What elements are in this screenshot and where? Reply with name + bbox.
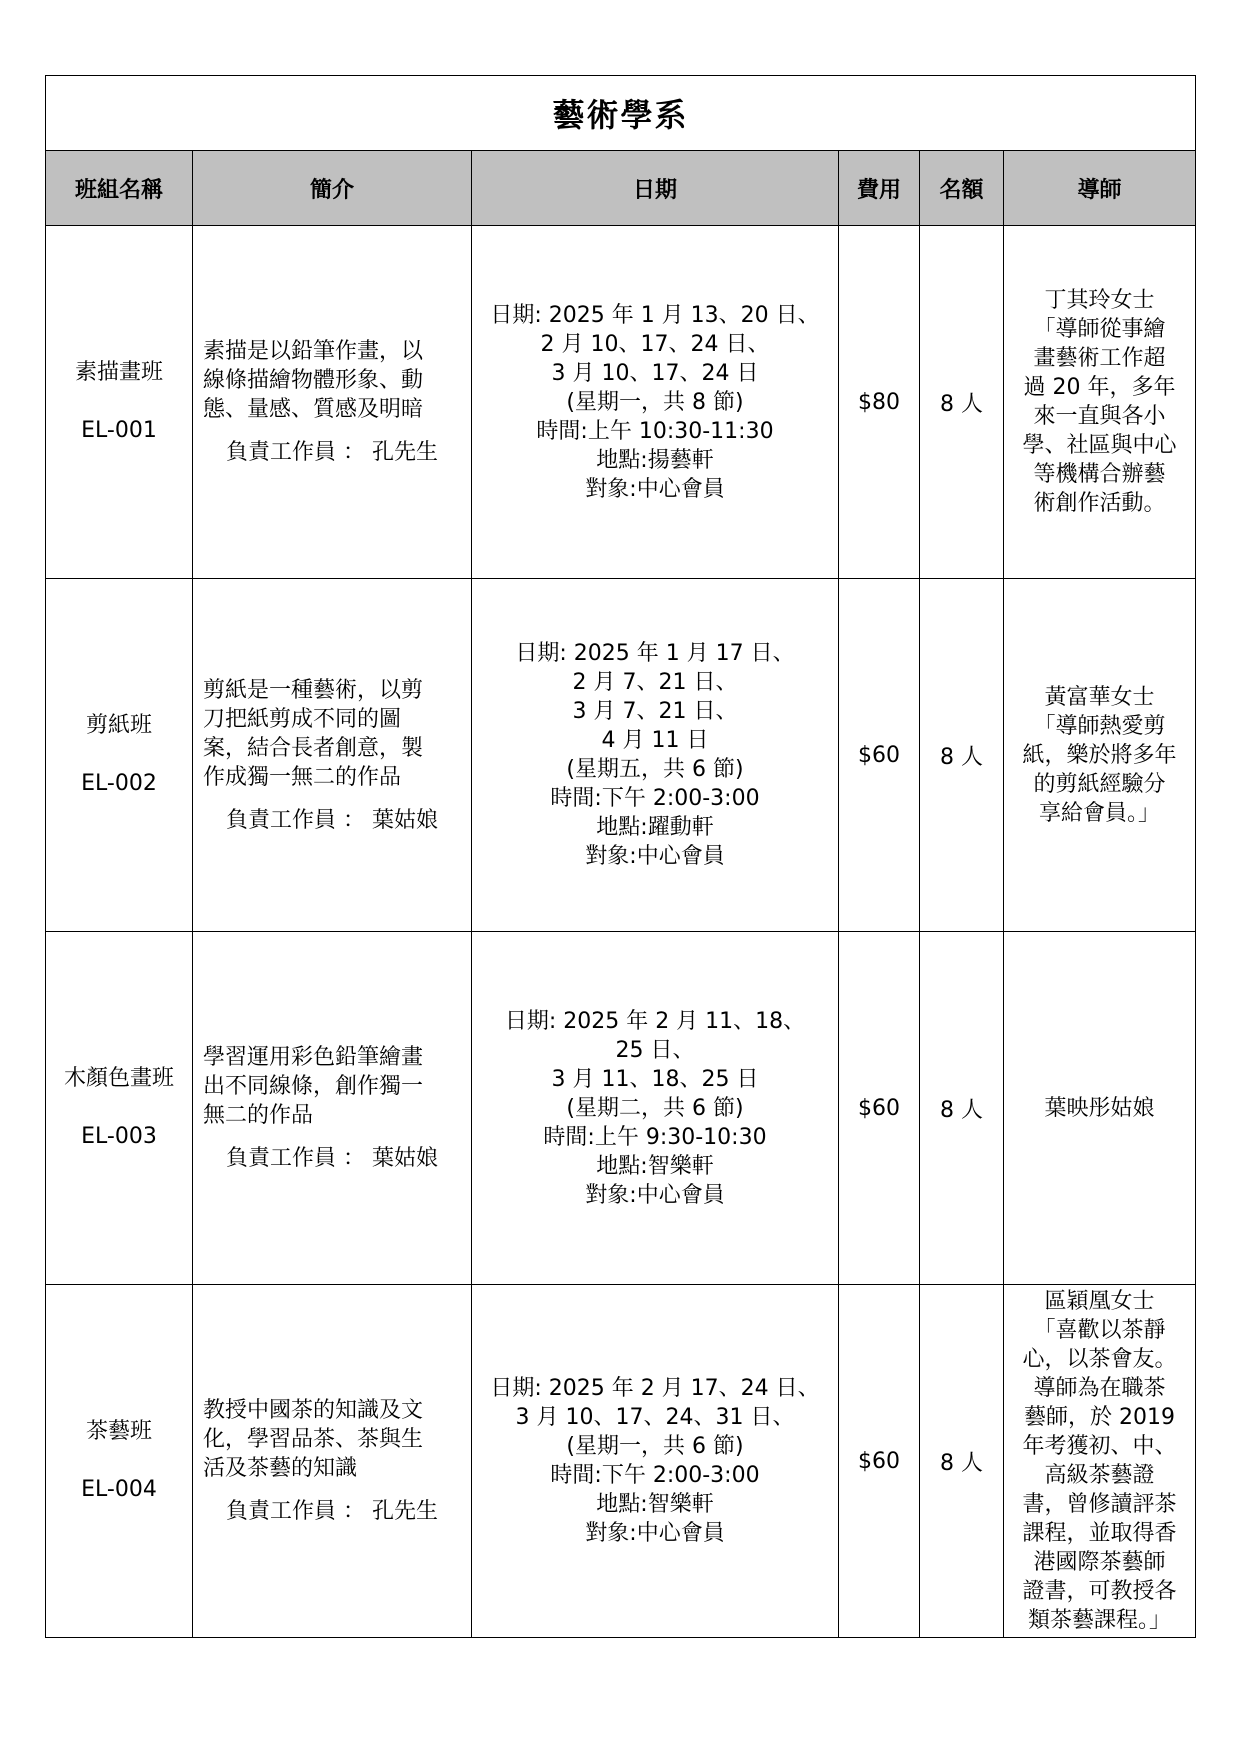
date-line: 對象:中心會員 [585,1182,725,1208]
tutor-line: 高級茶藝證 [1044,1463,1155,1488]
intro-line: 素描是以鉛筆作畫，以 [203,339,424,364]
intro-line: 學習運用彩色鉛筆繪畫 [203,1045,424,1070]
class-name-cell [46,1285,193,1638]
tutor-cell [1004,579,1196,932]
header-intro: 簡介 [193,151,472,226]
date-line: 3 月 10、17、24、31 日、 [515,1405,795,1430]
tutor-line: 術創作活動。 [1033,491,1166,516]
header-tutor: 導師 [1004,151,1196,226]
date-line: 2 月 7、21 日、 [572,670,738,695]
header-quota: 名額 [920,151,1004,226]
quota-cell: 8 人 [920,579,1004,932]
intro-cell [193,579,472,932]
class-name: 木顏色畫班 [63,1066,174,1091]
date-line: 時間:下午 2:00-3:00 [550,1463,760,1488]
date-line: 地點:智樂軒 [596,1492,714,1517]
table-title: 藝術學系 [46,76,1196,151]
date-line: (星期五，共 6 節) [566,757,744,782]
tutor-line: 丁其玲女士 [1044,288,1155,313]
intro-line: 案，結合長者創意，製 [203,735,424,761]
header-date: 日期 [472,151,839,226]
tutor-line: 過 20 年，多年 [1023,375,1176,400]
course-rows [46,226,1196,1638]
tutor-line: 來一直與各小 [1033,404,1166,429]
tutor-line: 黃富華女士 [1044,684,1155,710]
date-line: 對象:中心會員 [585,476,725,502]
class-name: 剪紙班 [85,713,152,738]
class-code: EL-004 [81,1477,157,1502]
intro-cell [193,1285,472,1638]
tutor-line: 藝師，於 2019 [1024,1405,1176,1430]
staff-in-charge: 負責工作員 ： 孔先生 [226,1499,438,1524]
date-cell [472,226,839,579]
date-line: 對象:中心會員 [585,844,725,869]
date-line: 時間:上午 10:30-11:30 [536,418,774,444]
quota-cell: 8 人 [920,226,1004,579]
class-name-cell [46,226,193,579]
tutor-line: 證書，可教授各 [1022,1579,1177,1604]
date-line: 地點:揚藝軒 [596,447,714,473]
intro-line: 出不同線條，創作獨一 [203,1074,424,1099]
table-row [46,579,1196,932]
tutor-line: 類茶藝課程。」 [1028,1608,1172,1633]
class-name-cell [46,932,193,1285]
date-cell [472,1285,839,1638]
header-class-name: 班組名稱 [46,151,193,226]
intro-line: 剪紙是一種藝術，以剪 [203,677,424,703]
table-row [46,932,1196,1285]
table-row [46,1285,1196,1638]
table-row [46,226,1196,579]
date-line: 2 月 10、17、24 日、 [540,331,770,357]
tutor-line: 港國際茶藝師 [1033,1550,1166,1575]
intro-line: 線條描繪物體形象、動 [203,368,424,393]
intro-line: 化，學習品茶、茶與生 [203,1427,424,1452]
header-fee: 費用 [839,151,920,226]
date-line: 時間:下午 2:00-3:00 [550,786,760,811]
fee-cell: $60 [839,579,920,932]
class-name-cell [46,579,193,932]
intro-line: 刀把紙剪成不同的圖 [203,706,402,732]
date-line: (星期一，共 8 節) [566,389,744,415]
date-line: 地點:躍動軒 [596,815,714,840]
date-line: 4 月 11 日 [601,728,709,753]
tutor-line: 心，以茶會友。 [1022,1347,1177,1372]
tutor-line: 畫藝術工作超 [1033,346,1166,371]
intro-line: 教授中國茶的知識及文 [203,1398,424,1423]
class-code: EL-001 [81,418,157,443]
fee-cell: $60 [839,1285,920,1638]
tutor-line: 紙，樂於將多年 [1022,742,1177,768]
date-line: 3 月 10、17、24 日 [551,360,759,386]
date-cell [472,579,839,932]
tutor-line: 學、社區與中心 [1022,433,1177,458]
header-row [46,151,1196,226]
date-line: 日期: 2025 年 2 月 17、24 日、 [490,1376,820,1401]
tutor-line: 葉映彤姑娘 [1044,1095,1155,1121]
quota-cell: 8 人 [920,1285,1004,1638]
tutor-line: 課程，並取得香 [1022,1521,1177,1546]
tutor-line: 書，曾修讀評茶 [1022,1492,1177,1517]
date-line: 日期: 2025 年 1 月 17 日、 [515,641,795,666]
date-line: 25 日、 [615,1037,695,1063]
class-name: 素描畫班 [74,360,163,385]
date-line: 3 月 7、21 日、 [572,699,738,724]
class-code: EL-002 [81,771,157,796]
intro-line: 態、量感、質感及明暗 [203,397,424,422]
tutor-line: 等機構合辦藝 [1033,462,1166,487]
class-code: EL-003 [81,1124,157,1149]
tutor-cell [1004,932,1196,1285]
fee-cell: $60 [839,932,920,1285]
quota-cell: 8 人 [920,932,1004,1285]
staff-in-charge: 負責工作員 ： 葉姑娘 [226,1146,438,1171]
tutor-cell [1004,226,1196,579]
intro-line: 作成獨一無二的作品 [203,764,402,790]
date-cell [472,932,839,1285]
date-line: (星期一，共 6 節) [566,1434,744,1459]
tutor-cell [1004,1285,1196,1638]
fee-cell: $80 [839,226,920,579]
tutor-line: 導師為在職茶 [1033,1376,1166,1401]
date-line: 3 月 11、18、25 日 [551,1066,759,1092]
date-line: 時間:上午 9:30-10:30 [543,1124,767,1150]
tutor-line: 「導師從事繪 [1033,317,1166,342]
tutor-line: 「喜歡以茶靜 [1033,1318,1166,1343]
date-line: 對象:中心會員 [585,1521,725,1546]
course-table [45,75,1196,1638]
tutor-line: 年考獲初、中、 [1022,1434,1177,1459]
staff-in-charge: 負責工作員 ： 孔先生 [226,440,438,465]
intro-cell [193,932,472,1285]
intro-line: 活及茶藝的知識 [203,1456,358,1481]
date-line: 日期: 2025 年 2 月 11、18、 [504,1008,806,1034]
date-line: (星期二，共 6 節) [566,1095,744,1121]
staff-in-charge: 負責工作員 ： 葉姑娘 [226,807,438,833]
class-name: 茶藝班 [85,1419,152,1444]
tutor-line: 「導師熱愛剪 [1033,713,1166,739]
tutor-line: 享給會員。」 [1039,800,1161,826]
date-line: 地點:智樂軒 [596,1153,714,1179]
intro-cell [193,226,472,579]
tutor-line: 區穎凰女士 [1044,1289,1155,1314]
tutor-line: 的剪紙經驗分 [1033,771,1166,797]
date-line: 日期: 2025 年 1 月 13、20 日、 [490,302,820,328]
intro-line: 無二的作品 [203,1103,314,1128]
